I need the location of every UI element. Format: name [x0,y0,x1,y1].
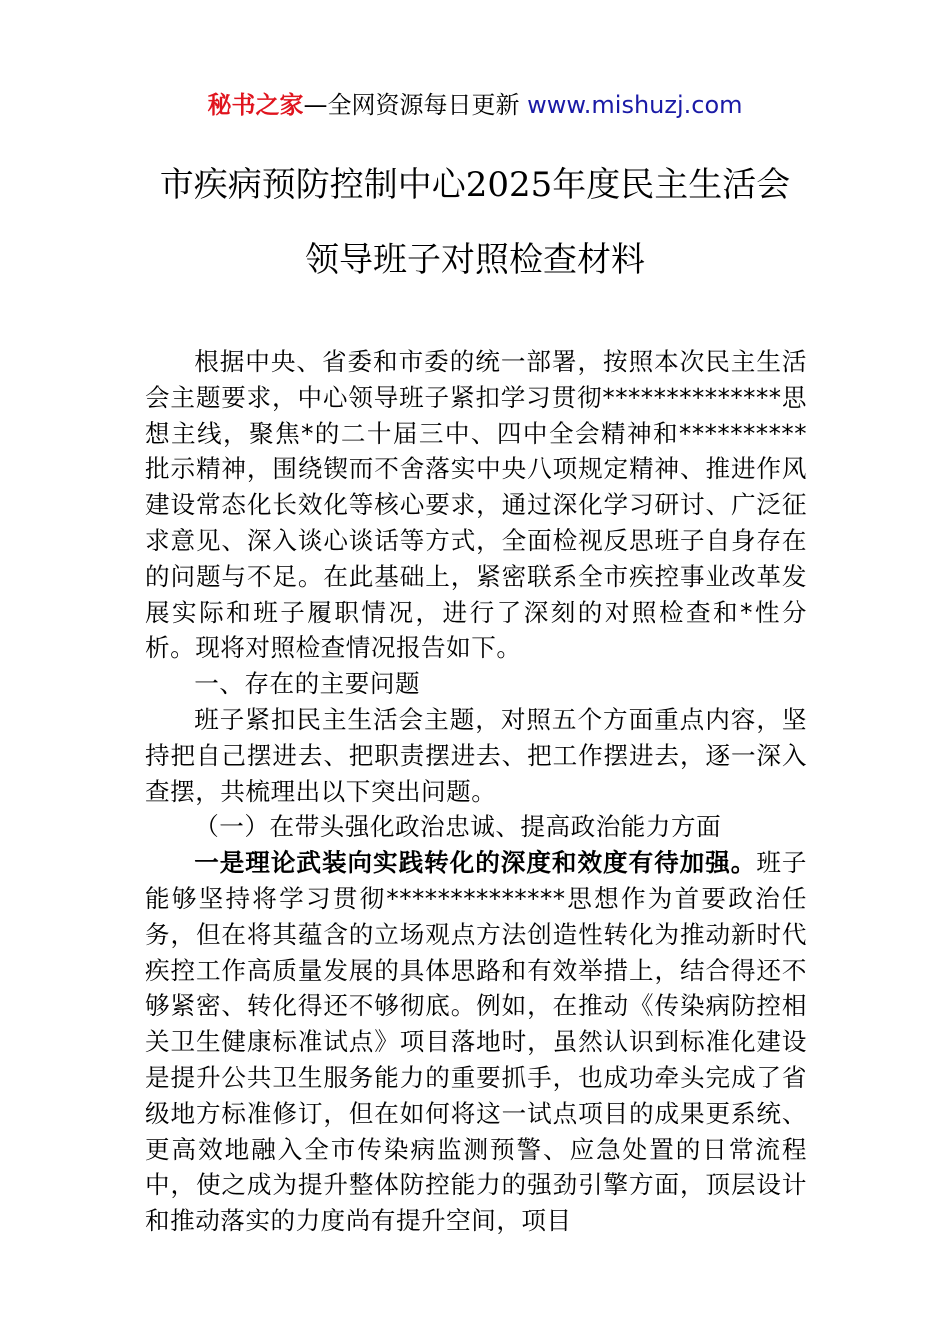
point-lead: 一是理论武装向实践转化的深度和效度有待加强。 [194,848,757,878]
brand-name: 秘书之家 [207,91,304,119]
title-line-1: 市疾病预防控制中心2025年度民主生活会 [159,165,791,205]
document-title [0,160,950,285]
title-line-2: 领导班子对照检查材料 [305,240,645,280]
section-intro-paragraph: 班子紧扣民主生活会主题，对照五个方面重点内容，坚持把自己摆进去、把职责摆进去、把工作摆进去，逐一深入查摆，共梳理出以下突出问题。 [145,704,807,806]
subsection-heading: （一）在带头强化政治忠诚、提高政治能力方面 [194,812,722,842]
section-heading: 一、存在的主要问题 [194,669,421,699]
point-text: 班子能够坚持将学习贯彻**************思想作为首要政治任务，但在将其蕴含的立场观点方法创造性转化为推动新时代疾控工作高质量发展的具体思路和有效举措上，结合得还不够紧密、转化得还不够彻底。例如，在推动《传染病防控相关卫生健康标准试点》项目落地时，虽然认识到标准化建设是提升公共卫生服务能力的重要抓手，也成功牵头完成了省级地方标准修订，但在如何将这一试点项目的成果更系统、更高效地融入全市传染病监测预警、应急处置的日常流程中，使之成为提升整体防控能力的强劲引擎方面，顶层设计和推动落实的力度尚有提升空间，项目 [145,848,807,1236]
site-header [0,88,950,122]
point-paragraph [145,845,807,1239]
document-body [145,344,807,1239]
site-url-link[interactable]: www.mishuzj.com [527,91,743,119]
intro-paragraph: 根据中央、省委和市委的统一部署，按照本次民主生活会主题要求，中心领导班子紧扣学习贯彻**************思想主线，聚焦*的二十届三中、四中全会精神和**********批示精神，围绕锲而不舍落实中央八项规定精神、推进作风建设常态化长效化等核心要求，通过深化学习研讨、广泛征求意见、深入谈心谈话等方式，全面检视反思班子自身存在的问题与不足。在此基础上，紧密联系全市疾控事业改革发展实际和班子履职情况，进行了深刻的对照检查和*性分析。现将对照检查情况报告如下。 [145,347,807,663]
header-tagline: —全网资源每日更新 [303,91,520,119]
